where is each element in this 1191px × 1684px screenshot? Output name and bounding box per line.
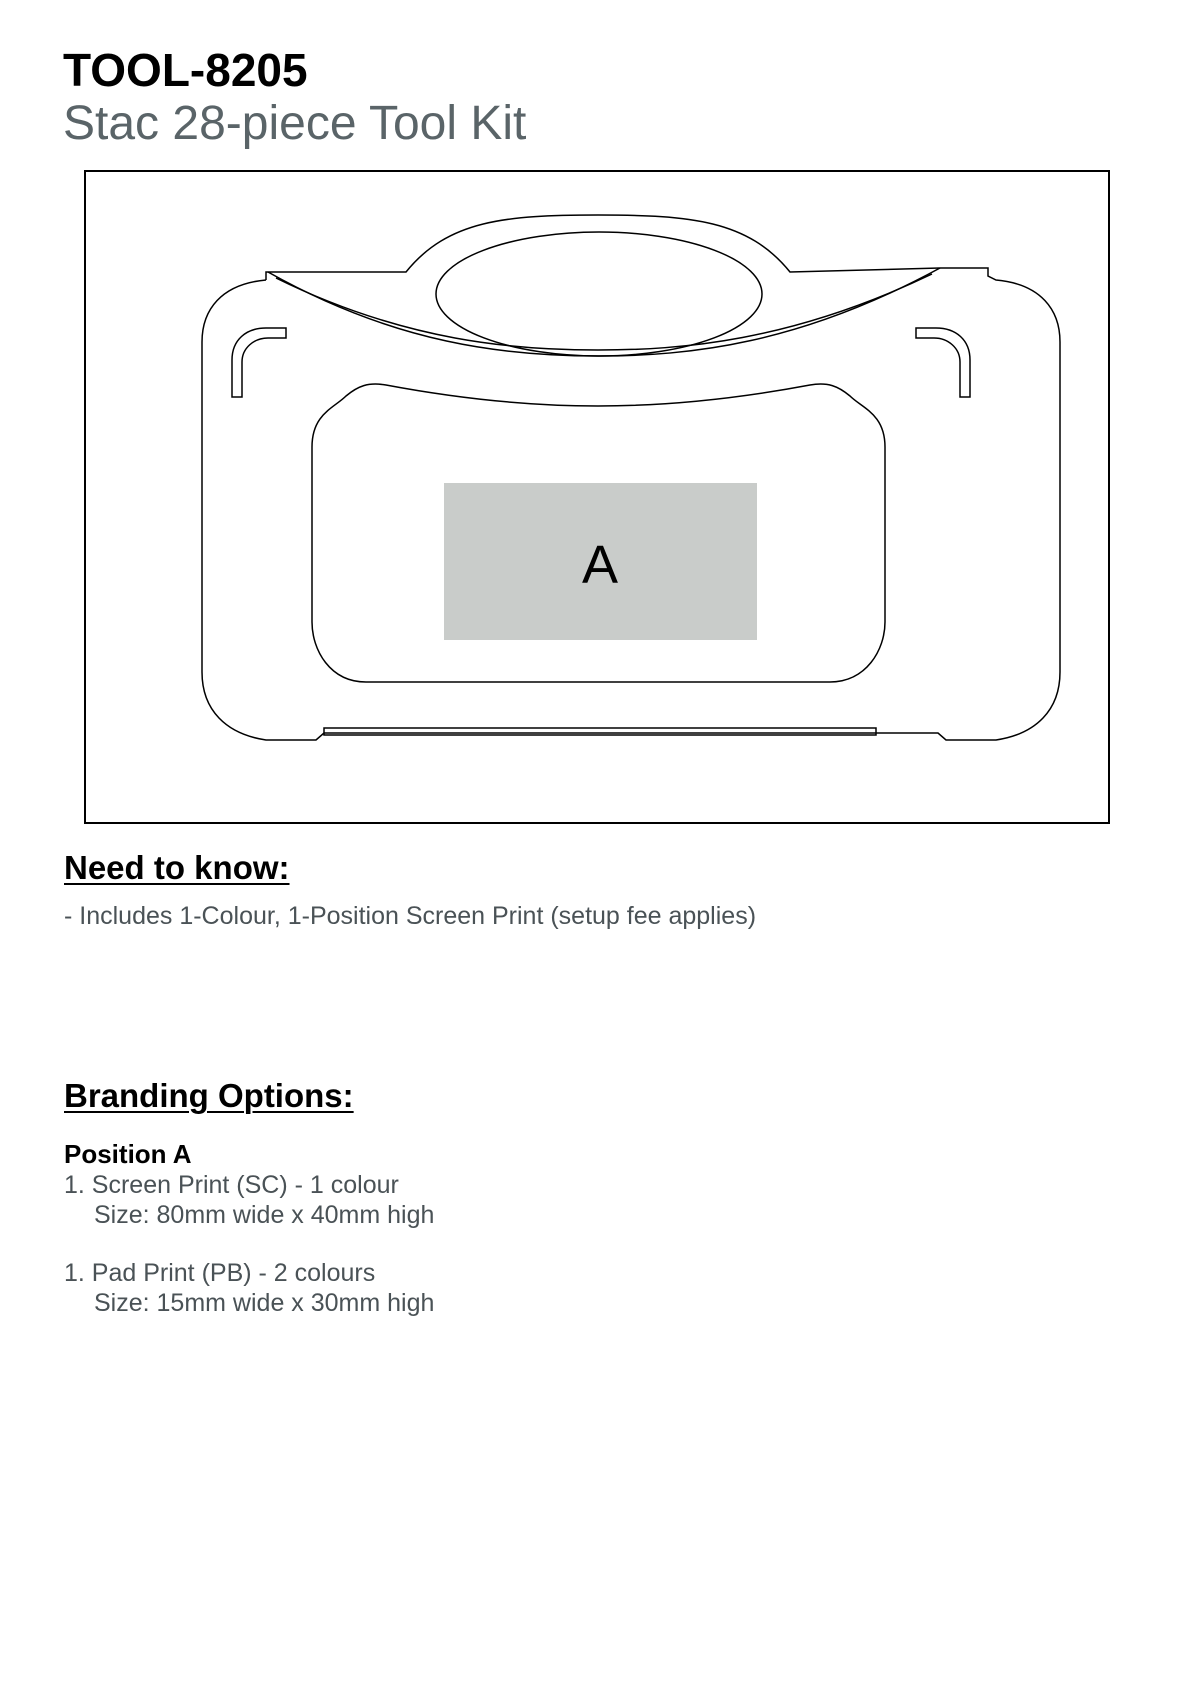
handle-outline	[266, 215, 940, 280]
branding-option-size: Size: 80mm wide x 40mm high	[94, 1201, 435, 1229]
branding-option-size: Size: 15mm wide x 30mm high	[94, 1289, 435, 1317]
product-drawing-frame	[84, 170, 1110, 824]
branding-option-method: 1. Screen Print (SC) - 1 colour	[64, 1171, 399, 1199]
right-clip	[916, 328, 970, 397]
need-to-know-heading: Need to know:	[64, 849, 290, 886]
product-name: Stac 28-piece Tool Kit	[63, 97, 527, 150]
print-area-label: A	[581, 535, 619, 595]
need-to-know-item: - Includes 1-Colour, 1-Position Screen Print (setup fee applies)	[64, 902, 757, 930]
product-code: TOOL-8205	[63, 44, 308, 96]
lid-swoop-inner	[276, 274, 932, 350]
branding-option-method: 1. Pad Print (PB) - 2 colours	[64, 1259, 376, 1287]
position-a-title: Position A	[64, 1139, 192, 1169]
tool-kit-line-drawing	[86, 172, 1112, 826]
left-clip	[232, 328, 286, 397]
branding-options-heading: Branding Options:	[64, 1077, 354, 1114]
handle-grip	[436, 232, 762, 356]
bottom-bar	[324, 728, 876, 735]
